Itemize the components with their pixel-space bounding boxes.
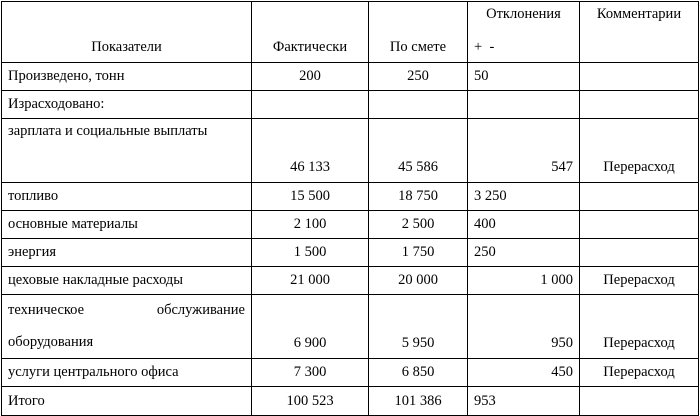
header-deviations bbox=[468, 2, 580, 63]
row-label: Израсходовано: bbox=[2, 91, 252, 119]
row-comment bbox=[580, 239, 699, 267]
row-comment bbox=[580, 91, 699, 119]
table-row bbox=[2, 295, 699, 359]
row-label-line2: оборудования bbox=[8, 334, 94, 350]
row-deviation: 547 bbox=[468, 119, 580, 183]
row-budget: 1 750 bbox=[369, 239, 468, 267]
row-actual: 200 bbox=[252, 63, 369, 91]
header-comments: Комментарии bbox=[580, 2, 699, 63]
header-indicators: Показатели bbox=[2, 2, 252, 63]
row-budget bbox=[369, 91, 468, 119]
row-comment: Перерасход bbox=[580, 295, 699, 359]
row-label: Итого bbox=[2, 387, 252, 416]
row-budget: 250 bbox=[369, 63, 468, 91]
row-actual bbox=[252, 91, 369, 119]
row-label-word: техническое bbox=[8, 302, 85, 318]
table-row bbox=[2, 359, 699, 387]
row-budget: 18 750 bbox=[369, 183, 468, 211]
table-row bbox=[2, 211, 699, 239]
row-budget: 5 950 bbox=[369, 295, 468, 359]
row-actual: 7 300 bbox=[252, 359, 369, 387]
table-row bbox=[2, 239, 699, 267]
row-comment bbox=[580, 63, 699, 91]
row-actual: 1 500 bbox=[252, 239, 369, 267]
header-deviations-title: Отклонения bbox=[486, 6, 561, 22]
row-budget: 101 386 bbox=[369, 387, 468, 416]
row-label: цеховые накладные расходы bbox=[2, 267, 252, 295]
header-budget: По смете bbox=[369, 2, 468, 63]
row-label: зарплата и социальные выплаты bbox=[2, 119, 252, 183]
row-deviation: 953 bbox=[468, 387, 580, 416]
row-actual: 46 133 bbox=[252, 119, 369, 183]
plus-sign: + bbox=[474, 39, 483, 55]
row-actual: 100 523 bbox=[252, 387, 369, 416]
table-row bbox=[2, 183, 699, 211]
minus-sign: - bbox=[489, 39, 495, 55]
row-budget: 2 500 bbox=[369, 211, 468, 239]
header-row bbox=[2, 2, 699, 63]
row-comment: Перерасход bbox=[580, 267, 699, 295]
total-row bbox=[2, 387, 699, 416]
budget-variance-table bbox=[1, 1, 699, 416]
row-label-word: обслуживание bbox=[156, 302, 245, 318]
row-comment bbox=[580, 211, 699, 239]
header-deviations-signs bbox=[474, 39, 494, 56]
row-budget: 6 850 bbox=[369, 359, 468, 387]
row-deviation bbox=[468, 91, 580, 119]
row-comment bbox=[580, 387, 699, 416]
row-comment bbox=[580, 183, 699, 211]
row-label bbox=[2, 295, 252, 359]
row-label: энергия bbox=[2, 239, 252, 267]
row-label: услуги центрального офиса bbox=[2, 359, 252, 387]
row-deviation: 3 250 bbox=[468, 183, 580, 211]
row-deviation: 400 bbox=[468, 211, 580, 239]
table-row bbox=[2, 91, 699, 119]
row-budget: 45 586 bbox=[369, 119, 468, 183]
row-actual: 2 100 bbox=[252, 211, 369, 239]
header-actual: Фактически bbox=[252, 2, 369, 63]
row-actual: 21 000 bbox=[252, 267, 369, 295]
row-deviation: 950 bbox=[468, 295, 580, 359]
row-deviation: 50 bbox=[468, 63, 580, 91]
row-deviation: 1 000 bbox=[468, 267, 580, 295]
row-deviation: 450 bbox=[468, 359, 580, 387]
table-row bbox=[2, 119, 699, 183]
row-comment: Перерасход bbox=[580, 119, 699, 183]
row-comment: Перерасход bbox=[580, 359, 699, 387]
row-label: основные материалы bbox=[2, 211, 252, 239]
table-row bbox=[2, 267, 699, 295]
table-row bbox=[2, 63, 699, 91]
row-label: топливо bbox=[2, 183, 252, 211]
row-actual: 15 500 bbox=[252, 183, 369, 211]
row-actual: 6 900 bbox=[252, 295, 369, 359]
row-deviation: 250 bbox=[468, 239, 580, 267]
row-label: Произведено, тонн bbox=[2, 63, 252, 91]
row-budget: 20 000 bbox=[369, 267, 468, 295]
